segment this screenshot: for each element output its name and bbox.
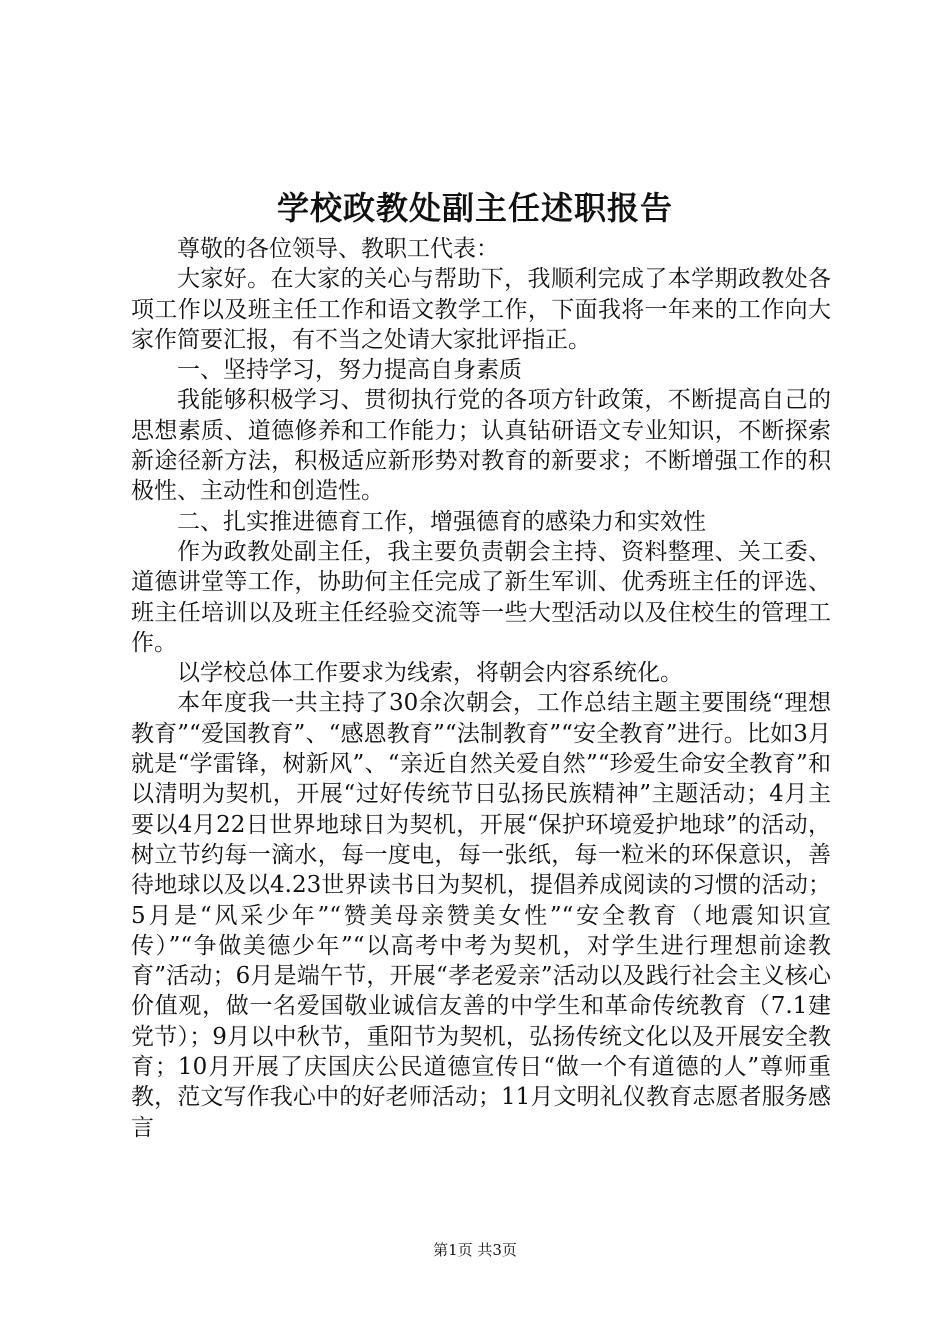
document-body [131, 234, 831, 1143]
salutation-paragraph: 尊敬的各位领导、教职工代表： [177, 236, 499, 262]
section-1-paragraph: 我能够积极学习、贯彻执行党的各项方针政策，不断提高自己的思想素质、道德修养和工作能力；认真钻研语文专业知识，不断探索新途径新方法，积极适应新形势对教育的新要求；不断增强工作的积极性、主动性和创造性。 [131, 387, 831, 505]
section-2-paragraph: 作为政教处副主任，我主要负责朝会主持、资料整理、关工委、道德讲堂等工作，协助何主任完成了新生军训、优秀班主任的评选、班主任培训以及班主任经验交流等一些大型活动以及住校生的管理工作。 [131, 538, 831, 656]
document-title: 学校政教处副主任述职报告 [276, 189, 673, 227]
section-heading-2: 二、扎实推进德育工作，增强德育的感染力和实效性 [177, 508, 706, 535]
section-heading-1: 一、坚持学习，努力提高自身素质 [177, 357, 522, 384]
morning-assembly-heading: 以学校总体工作要求为线索，将朝会内容系统化。 [177, 660, 683, 687]
morning-assembly-paragraph: 本年度我一共主持了30余次朝会，工作总结主题主要围绕“理想教育”“爱国教育”、“感恩教育”“法制教育”“安全教育”进行。比如3月就是“学雷锋，树新风”、“亲近自然关爱自然”“珍爱生命安全教育”和以清明为契机，开展“过好传统节日弘扬民族精神”主题活动；4月主要以4月22日世界地球日为契机，开展“保护环境爱护地球”的活动，树立节约每一滴水，每一度电，每一张纸，每一粒米的环保意识，善待地球以及以4.23世界读书日为契机，提倡养成阅读的习惯的活动；5月是“风采少年”“赞美母亲赞美女性”“安全教育（地震知识宣传）”“争做美德少年”“以高考中考为契机，对学生进行理想前途教育”活动；6月是端午节，开展“孝老爱亲”活动以及践行社会主义核心价值观，做一名爱国敬业诚信友善的中学生和革命传统教育（7.1建党节）；9月以中秋节，重阳节为契机，弘扬传统文化以及开展安全教育；10月开展了庆国庆公民道德宣传日“做一个有道德的人”尊师重教，范文写作我心中的好老师活动；11月文明礼仪教育志愿者服务感言 [131, 690, 831, 1141]
page-number-footer: 第1页 共3页 [433, 1241, 517, 1259]
intro-paragraph: 大家好。在大家的关心与帮助下，我顺利完成了本学期政教处各项工作以及班主任工作和语文教学工作，下面我将一年来的工作向大家作简要汇报，有不当之处请大家批评指正。 [131, 266, 831, 353]
